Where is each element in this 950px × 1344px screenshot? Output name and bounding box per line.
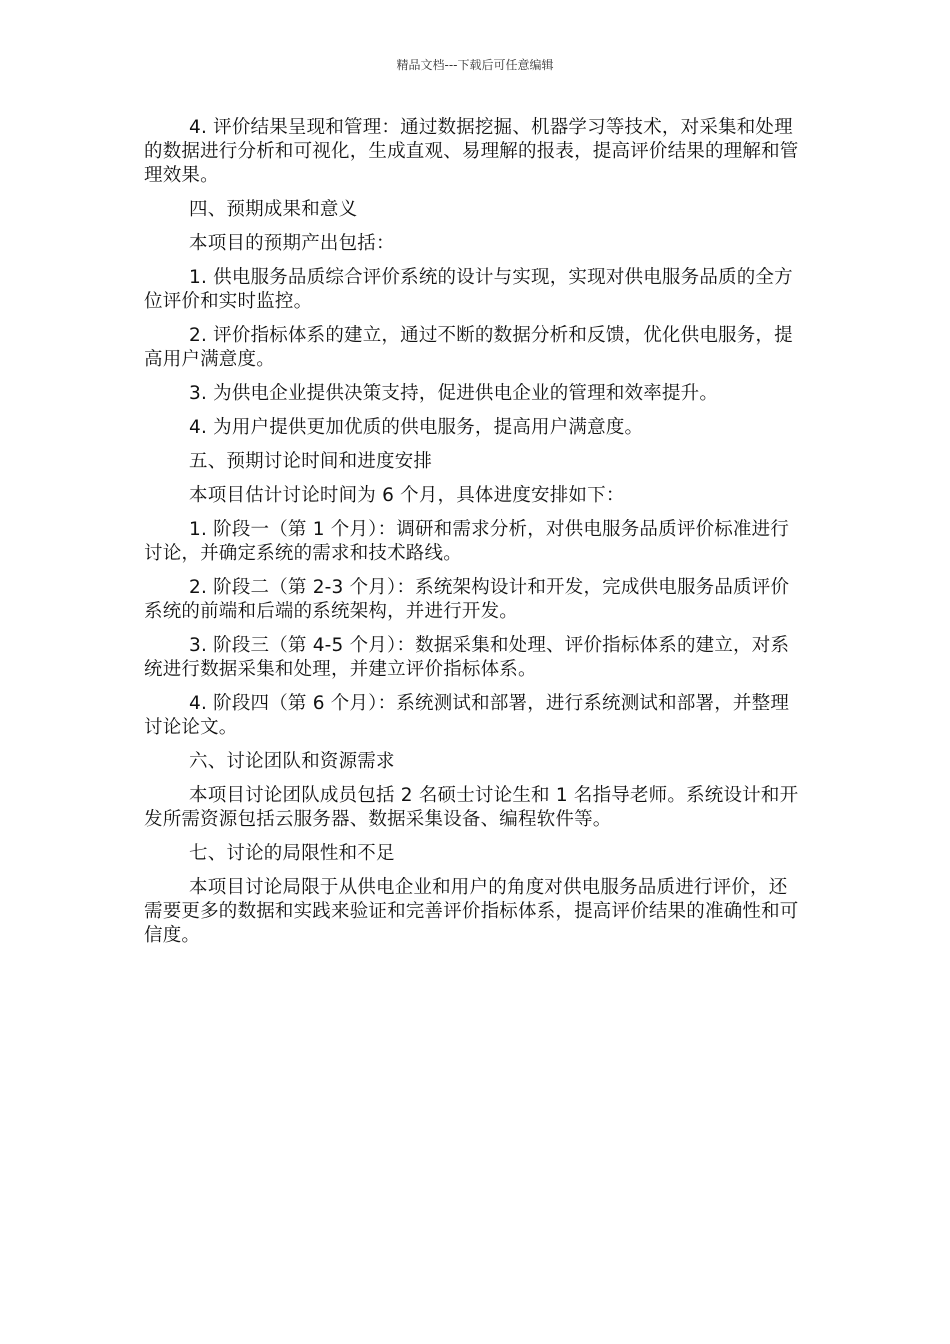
paragraph-limitations: 本项目讨论局限于从供电企业和用户的角度对供电服务品质进行评价，还需要更多的数据和实践来验证和完善评价指标体系，提高评价结果的准确性和可信度。 xyxy=(144,877,799,946)
paragraph-stage-1: 1. 阶段一（第 1 个月）：调研和需求分析，对供电服务品质评价标准进行讨论，并确定系统的需求和技术路线。 xyxy=(144,519,790,564)
paragraph-output-1: 1. 供电服务品质综合评价系统的设计与实现，实现对供电服务品质的全方位评价和实时监控。 xyxy=(144,267,793,312)
section-heading-limitations: 七、讨论的局限性和不足 xyxy=(189,843,395,864)
paragraph-output-3: 3. 为供电企业提供决策支持，促进供电企业的管理和效率提升。 xyxy=(189,383,719,404)
paragraph-output-4: 4. 为用户提供更加优质的供电服务，提高用户满意度。 xyxy=(189,417,644,438)
paragraph-result-presentation: 4. 评价结果呈现和管理：通过数据挖掘、机器学习等技术，对采集和处理的数据进行分析和可视化，生成直观、易理解的报表，提高评价结果的理解和管理效果。 xyxy=(144,117,799,186)
document-body xyxy=(144,116,806,958)
paragraph-expected-outputs-intro: 本项目的预期产出包括： xyxy=(189,233,395,254)
paragraph-stage-2: 2. 阶段二（第 2-3 个月）：系统架构设计和开发，完成供电服务品质评价系统的前端和后端的系统架构，并进行开发。 xyxy=(144,577,790,622)
section-heading-team: 六、讨论团队和资源需求 xyxy=(189,751,395,772)
paragraph-output-2: 2. 评价指标体系的建立，通过不断的数据分析和反馈，优化供电服务，提高用户满意度。 xyxy=(144,325,793,370)
page-header: 精品文档---下载后可任意编辑 xyxy=(396,58,554,72)
paragraph-stage-3: 3. 阶段三（第 4-5 个月）：数据采集和处理、评价指标体系的建立，对系统进行数据采集和处理，并建立评价指标体系。 xyxy=(144,635,790,680)
paragraph-schedule-intro: 本项目估计讨论时间为 6 个月，具体进度安排如下： xyxy=(189,485,625,506)
paragraph-team-resources: 本项目讨论团队成员包括 2 名硕士讨论生和 1 名指导老师。系统设计和开发所需资源包括云服务器、数据采集设备、编程软件等。 xyxy=(144,785,799,830)
section-heading-schedule: 五、预期讨论时间和进度安排 xyxy=(189,451,433,472)
paragraph-stage-4: 4. 阶段四（第 6 个月）：系统测试和部署，进行系统测试和部署，并整理讨论论文。 xyxy=(144,693,790,738)
section-heading-expected-results: 四、预期成果和意义 xyxy=(189,199,358,220)
